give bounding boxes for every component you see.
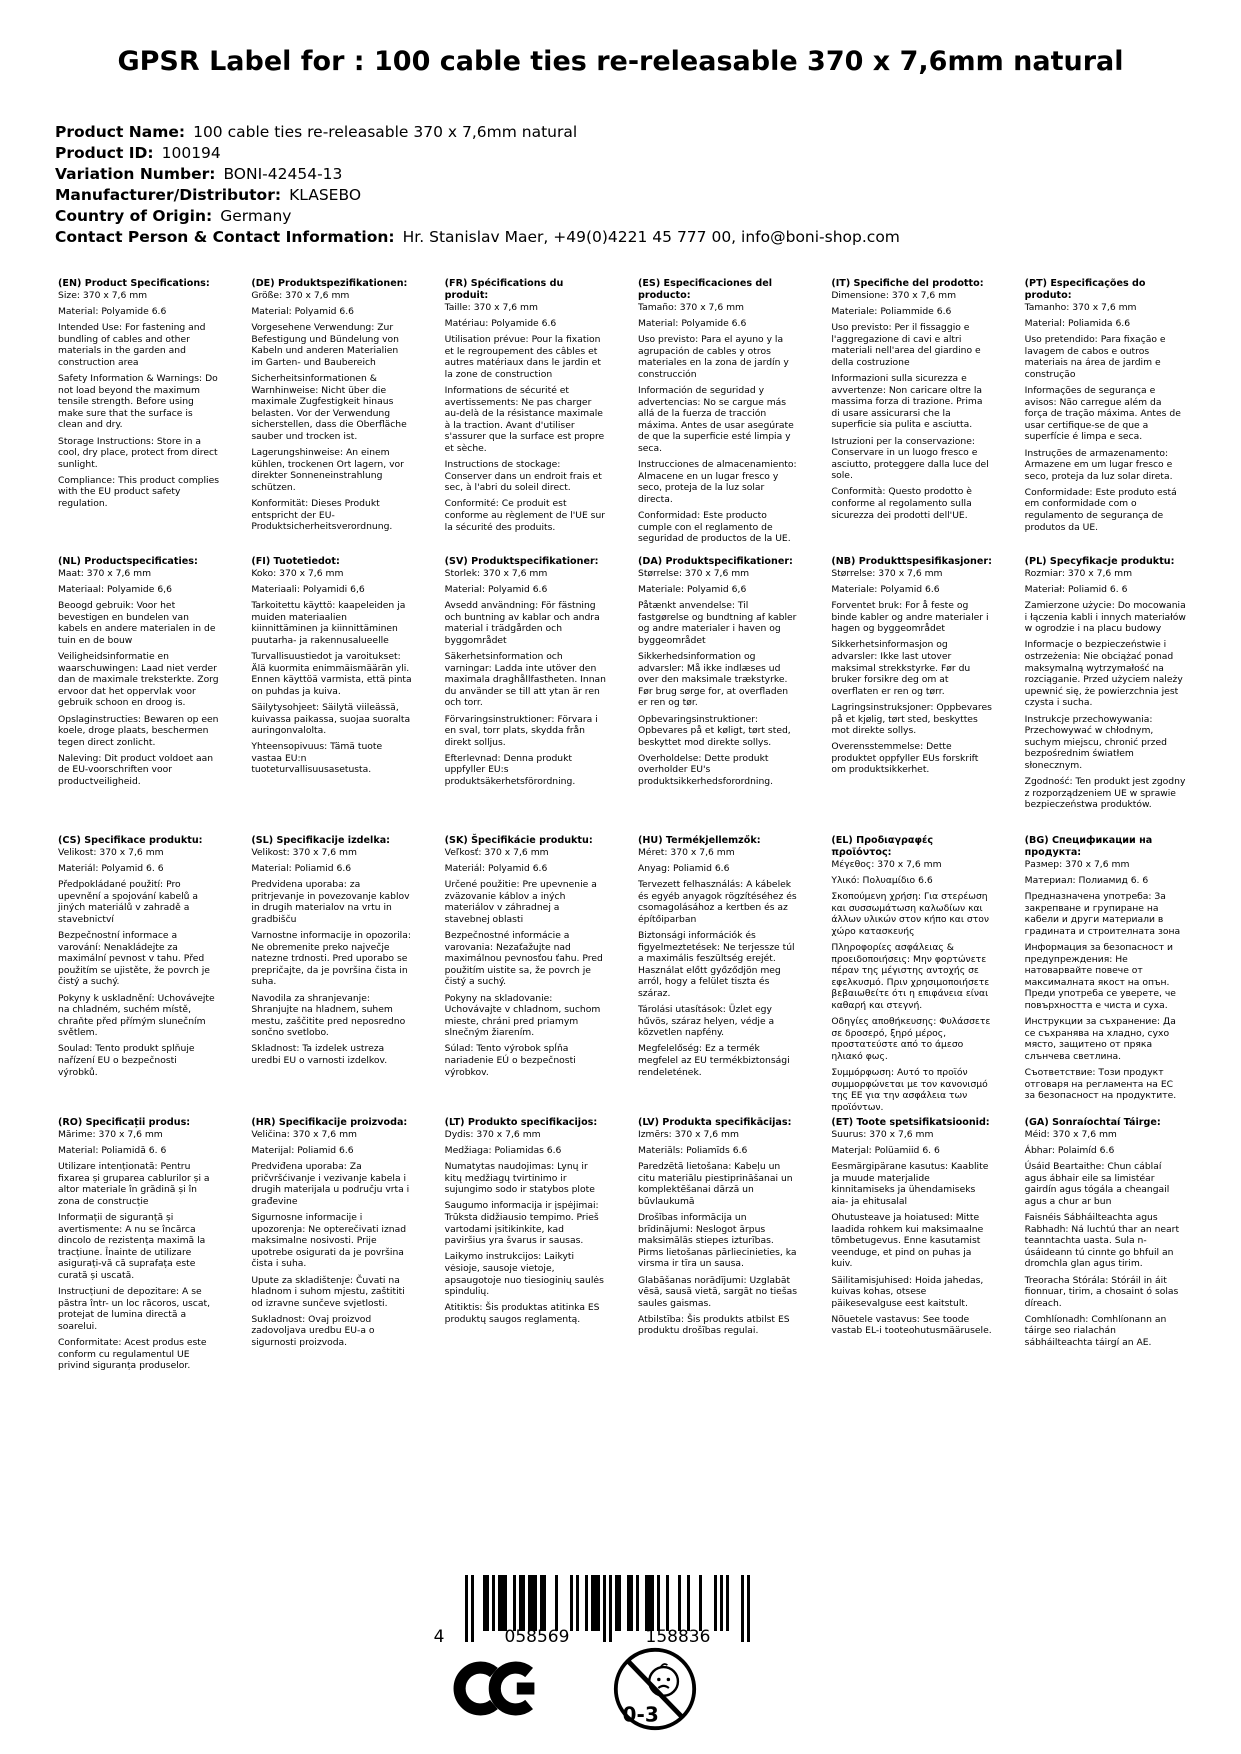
spec-paragraph: Velikost: 370 x 7,6 mm — [58, 847, 164, 858]
spec-block-it — [831, 278, 992, 526]
spec-paragraph: Material: Poliamidă 6. 6 — [58, 1145, 167, 1157]
spec-block-es — [638, 278, 799, 549]
spec-paragraph: Sicherheitsinformationen & Warnhinweise: Nicht über die maximale Zugfestigkeit hinaus belasten. Vor der Verwendung sicherstellen, dass die Oberfläche sauber und trocken ist. — [251, 373, 407, 443]
spec-paragraph: Matériau: Polyamide 6.6 — [444, 318, 557, 330]
spec-block-header: (EL) Προδιαγραφές προϊόντος: — [831, 835, 934, 858]
spec-block-header: (LT) Produkto specifikacijos: — [444, 1117, 598, 1128]
spec-paragraph: Material: Polyamid 6.6 — [251, 306, 354, 318]
spec-paragraph: Upute za skladištenje: Čuvati na hladnom i suhom mjestu, zaštititi od izravne sunčeve svjetlosti. — [251, 1274, 405, 1309]
spec-paragraph: Veličina: 370 x 7,6 mm — [251, 1129, 357, 1140]
spec-paragraph: Material: Poliamid 6.6 — [251, 863, 352, 875]
spec-paragraph: Varnostne informacije in opozorila: Ne obremenite preko največje natezne trdnosti. Pred uporabo se prepričajte, da je površina čista in suha. — [251, 930, 411, 988]
spec-block-fi — [251, 556, 412, 781]
spec-block-ro — [58, 1117, 219, 1376]
spec-paragraph: Съответствие: Този продукт отговаря на регламента на ЕС за безопасност на продуктите. — [1024, 1067, 1177, 1102]
spec-paragraph: Conformità: Questo prodotto è conforme al regolamento sulla sicurezza dei prodotti dell'UE. — [831, 486, 972, 521]
spec-paragraph: Forventet bruk: For å feste og binde kabler og andre materialer i hagen og byggeområdet — [831, 600, 989, 635]
spec-paragraph: Ohutusteave ja hoiatused: Mitte laadida rohkem kui maksimaalne tõmbetugevus. Enne kasutamist veenduge, et pind on puhas ja kuiv. — [831, 1212, 984, 1270]
spec-block-el — [831, 835, 992, 1118]
spec-paragraph: Navodila za shranjevanje: Shranjujte na hladnem, suhem mestu, zaščitite pred neposredno sončno svetlobo. — [251, 992, 406, 1039]
page-title: GPSR Label for : 100 cable ties re-releasable 370 x 7,6mm natural — [117, 46, 1124, 77]
product-info-value: BONI-42454-13 — [223, 165, 343, 183]
spec-paragraph: Tamanho: 370 x 7,6 mm — [1024, 302, 1137, 313]
age-warning-0-3-icon — [612, 1646, 698, 1736]
spec-paragraph: Izmērs: 370 x 7,6 mm — [637, 1129, 739, 1140]
spec-paragraph: Instrucciones de almacenamiento: Almacene en un lugar fresco y seco, proteja de la luz solar directa. — [637, 459, 797, 505]
spec-block-cs — [58, 835, 219, 1083]
spec-paragraph: Informações de segurança e avisos: Não carregue além da força de tração máxima. Antes de usar certifique-se de que a superfície é limpa e seca. — [1024, 385, 1181, 443]
spec-paragraph: Conformitate: Acest produs este conform cu regulamentul UE privind siguranța produselor. — [58, 1337, 207, 1372]
product-info-row — [55, 122, 1186, 143]
spec-paragraph: Påtænkt anvendelse: Til fastgørelse og bundtning af kabler og andre materialer i haven og byggeområdet — [637, 600, 797, 646]
spec-block-header: (GA) Sonraíochtaí Táirge: — [1024, 1117, 1161, 1128]
spec-paragraph: Συμμόρφωση: Αυτό το προϊόν συμμορφώνεται με τον κανονισμό της ΕΕ για την ασφάλεια των προϊόντων. — [831, 1067, 988, 1113]
product-info-row — [55, 185, 1186, 206]
spec-paragraph: Materiaali: Polyamidi 6,6 — [251, 584, 365, 596]
spec-paragraph: Opbevaringsinstruktioner: Opbevares på et køligt, tørt sted, beskyttet mod direkte sollys. — [637, 713, 791, 748]
spec-paragraph: Faisnéis Sábháilteachta agus Rabhadh: Ná luchtú thar an neart teanntachta uasta. Sula n-úsáideann tú cinnte go bhfuil an dromchla glan agus tirim. — [1024, 1212, 1180, 1270]
spec-paragraph: Utilisation prévue: Pour la fixation et le regroupement des câbles et autres matériaux dans le jardin et la zone de construction — [444, 334, 601, 380]
spec-paragraph: Paredzētā lietošana: Kabeļu un citu materiālu piestiprināšanai un komplektēšanai dārzā un būvlaukumā — [637, 1161, 793, 1207]
spec-paragraph: Förvaringsinstruktioner: Förvara i en sval, torr plats, skydda från direkt solljus. — [444, 713, 598, 748]
spec-block-header: (HR) Specifikacije proizvoda: — [251, 1117, 408, 1128]
spec-paragraph: Materiaal: Polyamide 6,6 — [58, 584, 172, 596]
spec-paragraph: Ábhar: Polaimíd 6.6 — [1024, 1145, 1115, 1157]
spec-block-header: (DA) Produktspecifikationer: — [637, 556, 793, 567]
spec-paragraph: Compliance: This product complies with the EU product safety regulation. — [58, 474, 220, 509]
spec-paragraph: Säkerhetsinformation och varningar: Ladda inte utöver den maximala draghållfastheten. Innan du använder se till att ytan är ren och torr. — [444, 651, 606, 709]
spec-paragraph: Súlad: Tento výrobok spĺňa nariadenie EÚ o bezpečnosti výrobkov. — [444, 1043, 576, 1078]
language-spec-grid — [58, 278, 1186, 1376]
spec-paragraph: Størrelse: 370 x 7,6 mm — [831, 568, 943, 579]
spec-block-sl — [251, 835, 412, 1071]
spec-paragraph: Размер: 370 x 7,6 mm — [1024, 859, 1130, 870]
spec-paragraph: Beoogd gebruik: Voor het bevestigen en bundelen van kabels en andere materialen in de tuin en de bouw — [58, 600, 216, 646]
spec-paragraph: Conformité: Ce produit est conforme au règlement de l'UE sur la sécurité des produits. — [444, 498, 606, 533]
product-info-label: Manufacturer/Distributor: — [55, 186, 282, 204]
spec-paragraph: Istruzioni per la conservazione: Conservare in un luogo fresco e asciutto, proteggere dalla luce del sole. — [831, 435, 989, 482]
age-warning-label: 0-3 — [622, 1702, 659, 1727]
spec-paragraph: Saugumo informacija ir įspėjimai: Trūksta didžiausio tempimo. Prieš vartodami įsitikinkite, kad paviršius yra švarus ir sausas. — [444, 1200, 599, 1247]
product-info-value: 100 cable ties re-releasable 370 x 7,6mm natural — [193, 123, 578, 141]
spec-paragraph: Dimensione: 370 x 7,6 mm — [831, 290, 957, 301]
spec-paragraph: Medžiaga: Poliamidas 6.6 — [444, 1145, 562, 1157]
spec-paragraph: Informacje o bezpieczeństwie i ostrzeżenia: Nie obciążać ponad maksymalną wytrzymałość na rozciąganie. Przed użyciem należy upewnić się, że powierzchnia jest czysta i sucha. — [1024, 639, 1183, 709]
spec-paragraph: Lagringsinstruksjoner: Oppbevares på et kjølig, tørt sted, beskyttes mot direkte sollys. — [831, 701, 992, 737]
spec-block-header: (FI) Tuotetiedot: — [251, 556, 340, 567]
product-info-value: KLASEBO — [289, 186, 362, 204]
spec-block-sk — [445, 835, 606, 1083]
spec-paragraph: Инструкции за съхранение: Да се съхранява на хладно, сухо място, защитено от пряка слънчева светлина. — [1024, 1016, 1176, 1062]
spec-block-header: (SV) Produktspecifikationer: — [444, 556, 599, 567]
spec-paragraph: Glabāšanas norādījumi: Uzglabāt vēsā, sausā vietā, sargāt no tiešas saules gaismas. — [637, 1274, 798, 1309]
barcode-right-digits: 158836 — [645, 1627, 711, 1645]
product-info-row — [55, 143, 1186, 164]
spec-paragraph: Numatytas naudojimas: Lynų ir kitų medžiagų tvirtinimo ir sujungimo sodo ir statybos plote — [444, 1161, 595, 1196]
spec-paragraph: Υλικό: Πολυαμίδιο 6.6 — [831, 875, 933, 887]
spec-paragraph: Overholdelse: Dette produkt overholder EU's produktsikkerhedsforordning. — [637, 752, 774, 787]
spec-paragraph: Laikymo instrukcijos: Laikyti vėsioje, sausoje vietoje, apsaugotoje nuo tiesioginių saulės spindulių. — [444, 1251, 604, 1298]
spec-paragraph: Σκοπούμενη χρήση: Για στερέωση και συσσωμάτωση καλωδίων και άλλων υλικών στον κήπο και στον χώρο κατασκευής — [831, 891, 989, 937]
product-info-label: Variation Number: — [55, 165, 216, 183]
spec-paragraph: Sigurnosne informacije i upozorenja: Ne opterečivati iznad maksimalne nosivosti. Prije upotrebe osigurati da je površina čista i suha. — [251, 1212, 407, 1270]
spec-paragraph: Størrelse: 370 x 7,6 mm — [637, 568, 750, 579]
spec-paragraph: Rozmiar: 370 x 7,6 mm — [1024, 568, 1133, 579]
product-info-row — [55, 206, 1186, 227]
spec-paragraph: Tárolási utasítások: Üzlet egy hűvös, száraz helyen, védje a közvetlen napfény. — [637, 1004, 775, 1039]
spec-block-en — [58, 278, 219, 514]
spec-paragraph: Säilitamisjuhised: Hoida jahedas, kuivas kohas, otsese päikesevalguse eest kaitstult. — [831, 1274, 984, 1309]
spec-paragraph: Πληροφορίες ασφάλειας & προειδοποιήσεις: Μην φορτώνετε πέραν της μέγιστης αντοχής σε εφελκυσμό. Πριν χρησιμοποιήσετε βεβαιωθείτε ότι η επιφάνεια είναι καθαρή και στεγνή. — [831, 942, 990, 1012]
spec-paragraph: Pokyny na skladovanie: Uchovávajte v chladnom, suchom mieste, chráni pred priamym slnečným žiarením. — [444, 992, 601, 1039]
spec-paragraph: Velikost: 370 x 7,6 mm — [251, 847, 357, 858]
spec-block-header: (SK) Špecifikácie produktu: — [444, 835, 593, 846]
spec-paragraph: Материал: Полиамид 6. 6 — [1024, 875, 1149, 887]
barcode — [423, 1575, 765, 1645]
spec-block-nb — [831, 556, 992, 781]
spec-paragraph: Utilizare intenționată: Pentru fixarea și gruparea cablurilor și a altor materiale în grădină și în zona de construcție — [58, 1161, 210, 1207]
spec-block-header: (ES) Especificaciones del producto: — [637, 278, 773, 301]
product-info-row — [55, 164, 1186, 185]
spec-block-header: (EN) Product Specifications: — [58, 278, 210, 289]
spec-block-et — [831, 1117, 992, 1342]
spec-paragraph: Soulad: Tento produkt splňuje nařízení EU o bezpečnosti výrobků. — [58, 1043, 195, 1078]
spec-paragraph: Material: Poliamida 6.6 — [1024, 318, 1131, 330]
spec-paragraph: Vorgesehene Verwendung: Zur Befestigung und Bündelung von Kabeln und anderen Materialien im Garten- und Baubereich — [251, 322, 400, 368]
spec-paragraph: Materiał: Poliamid 6. 6 — [1024, 584, 1128, 596]
spec-paragraph: Sikkerhetsinformasjon og advarsler: Ikke last utover maksimal strekkstyrke. Før du bruker forsikre deg om at overflaten er ren og tørr. — [831, 639, 971, 697]
spec-paragraph: Μέγεθος: 370 x 7,6 mm — [831, 859, 942, 870]
spec-block-header: (CS) Specifikace produktu: — [58, 835, 203, 846]
spec-paragraph: Predviđena uporaba: Za pričvršćivanje i vezivanje kabela i drugih materijala u području vrta i građevine — [251, 1161, 410, 1207]
spec-paragraph: Tarkoitettu käyttö: kaapeleiden ja muiden materiaalien kiinnittäminen ja kiinnittäminen puutarha- ja rakennusalueelle — [251, 600, 406, 646]
barcode-left-digits: 058569 — [504, 1627, 570, 1645]
spec-paragraph: Určené použitie: Pre upevnenie a zväzovanie káblov a iných materiálov v záhradnej a stavebnej oblasti — [444, 879, 597, 925]
spec-paragraph: Naleving: Dit product voldoet aan de EU-voorschriften voor productveiligheid. — [58, 752, 214, 787]
spec-paragraph: Materiale: Polyamid 6.6 — [831, 584, 940, 596]
spec-block-sv — [445, 556, 606, 792]
spec-block-hr — [251, 1117, 412, 1353]
spec-paragraph: Overensstemmelse: Dette produktet oppfyller EUs forskrift om produktsikkerhet. — [831, 741, 979, 776]
spec-paragraph: Avsedd användning: För fästning och buntning av kablar och andra material i trädgården och byggområdet — [444, 600, 600, 646]
spec-block-de — [251, 278, 412, 537]
spec-paragraph: Safety Information & Warnings: Do not load beyond the maximum tensile strength. Before using make sure that the surface is clean and dry. — [58, 373, 218, 431]
spec-paragraph: Méid: 370 x 7,6 mm — [1024, 1129, 1117, 1140]
spec-block-pl — [1025, 556, 1186, 815]
product-info — [55, 122, 1186, 248]
product-info-value: Hr. Stanislav Maer, +49(0)4221 45 777 00, info@boni-shop.com — [402, 228, 900, 246]
spec-paragraph: Storage Instructions: Store in a cool, dry place, protect from direct sunlight. — [58, 435, 218, 470]
spec-paragraph: Informations de sécurité et avertissements: Ne pas charger au-delà de la résistance maximale à la traction. Avant d'utiliser s'assurer que la surface est propre et sèche. — [444, 385, 605, 455]
spec-paragraph: Anyag: Poliamid 6.6 — [637, 863, 730, 875]
spec-block-da — [638, 556, 799, 792]
spec-paragraph: Treoracha Stórála: Stóráil in áit fionnuar, tirim, a chosaint ó solas díreach. — [1024, 1274, 1179, 1309]
product-info-label: Product ID: — [55, 144, 154, 162]
spec-paragraph: Koko: 370 x 7,6 mm — [251, 568, 344, 579]
spec-paragraph: Eesmärgipärane kasutus: Kaablite ja muude materjalide kinnitamiseks ja ühendamiseks aia- ja ehitusalal — [831, 1161, 989, 1207]
product-info-label: Country of Origin: — [55, 207, 213, 225]
spec-block-header: (FR) Spécifications du produit: — [444, 278, 564, 301]
spec-paragraph: Megfelelőség: Ez a termék megfelel az EU termékbiztonsági rendeletének. — [637, 1043, 790, 1078]
spec-paragraph: Předpokládané použití: Pro upevnění a spojování kabelů a jiných materiálů v zahradě a stavebnictví — [58, 879, 199, 925]
spec-block-hu — [638, 835, 799, 1083]
spec-paragraph: Tervezett felhasználás: A kábelek és egyéb anyagok rögzítéséhez és csomagolásához a kertben és az építőiparban — [637, 879, 797, 925]
spec-paragraph: Tamaño: 370 x 7,6 mm — [637, 302, 744, 313]
spec-paragraph: Materiál: Polyamid 6.6 — [444, 863, 548, 875]
spec-paragraph: Información de seguridad y advertencias: No se cargue más allá de la fuerza de tracción máxima. Antes de usar asegúrate de que la superficie esté limpia y seca. — [637, 385, 794, 455]
spec-paragraph: Bezpečnostní informace a varování: Nenakládejte za maximální pevnost v tahu. Před použitím se ujistěte, že povrch je čistý a suchý. — [58, 930, 210, 988]
spec-block-header: (BG) Спецификации на продукта: — [1024, 835, 1153, 858]
spec-block-header: (HU) Termékjellemzők: — [637, 835, 761, 846]
spec-paragraph: Instruções de armazenamento: Armazene em um lugar fresco e seco, proteja da luz solar direta. — [1024, 447, 1173, 482]
barcode-image — [423, 1575, 765, 1645]
spec-block-header: (ET) Toote spetsifikatsioonid: — [831, 1117, 990, 1128]
spec-paragraph: Uso previsto: Para el ayuno y la agrupación de cables y otros materiales en la zona de jardín y construcción — [637, 334, 789, 380]
spec-paragraph: Biztonsági információk és figyelmeztetések: Ne terjessze túl a maximális feszültség erejét. Használat előtt győződjön meg arról, hogy a felület tiszta és száraz. — [637, 930, 795, 1000]
spec-paragraph: Informazioni sulla sicurezza e avvertenze: Non caricare oltre la massima forza di trazione. Prima di usare assicurarsi che la superficie sia pulita e asciutta. — [831, 373, 983, 431]
spec-paragraph: Sukladnost: Ovaj proizvod zadovoljava uredbu EU-a o sigurnosti proizvoda. — [251, 1313, 375, 1348]
spec-paragraph: Atitiktis: Šis produktas atitinka ES produktų saugos reglamentą. — [444, 1302, 600, 1325]
spec-paragraph: Materjal: Polüamiid 6. 6 — [831, 1145, 940, 1157]
spec-paragraph: Οδηγίες αποθήκευσης: Φυλάσσετε σε δροσερό, ξηρό μέρος, προστατεύστε από το άμεσο ηλιακό φως. — [831, 1016, 991, 1062]
spec-paragraph: Zgodność: Ten produkt jest zgodny z rozporządzeniem UE w sprawie bezpieczeństwa produktów. — [1024, 776, 1186, 811]
spec-paragraph: Material: Polyamide 6.6 — [58, 306, 167, 318]
spec-paragraph: Comhlíonadh: Comhlíonann an táirge seo rialachán sábháilteachta táirgí an AE. — [1024, 1313, 1167, 1348]
spec-paragraph: Dydis: 370 x 7,6 mm — [444, 1129, 541, 1140]
spec-paragraph: Taille: 370 x 7,6 mm — [444, 302, 538, 313]
spec-paragraph: Materiál: Polyamid 6. 6 — [58, 863, 164, 875]
spec-block-header: (PT) Especificações do produto: — [1024, 278, 1146, 301]
spec-block-header: (NB) Produkttspesifikasjoner: — [831, 556, 992, 567]
spec-paragraph: Informații de siguranță și avertismente: A nu se încărca dincolo de rezistența maximă la tracțiune. Înainte de utilizare asigurați-vă că suprafața este curată și uscată. — [58, 1212, 206, 1282]
spec-block-nl — [58, 556, 219, 792]
spec-paragraph: Material: Polyamide 6.6 — [637, 318, 747, 330]
spec-block-header: (PL) Specyfikacje produktu: — [1024, 556, 1175, 567]
spec-paragraph: Materijal: Poliamid 6.6 — [251, 1145, 354, 1157]
spec-paragraph: Materiale: Polyamid 6,6 — [637, 584, 747, 596]
spec-block-bg — [1025, 835, 1186, 1106]
spec-paragraph: Materiāls: Poliamīds 6.6 — [637, 1145, 748, 1157]
spec-paragraph: Информация за безопасност и предупреждения: Не натоварвайте повече от максималната якост на опън. Преди употреба се уверете, че повърхността е чиста и суха. — [1024, 942, 1176, 1012]
spec-paragraph: Mărime: 370 x 7,6 mm — [58, 1129, 163, 1140]
spec-paragraph: Conformidade: Este produto está em conformidade com o regulamento de segurança de produtos da UE. — [1024, 486, 1177, 533]
spec-block-header: (DE) Produktspezifikationen: — [251, 278, 408, 289]
spec-block-header: (LV) Produkta specifikācijas: — [637, 1117, 792, 1128]
product-info-label: Contact Person & Contact Information: — [55, 228, 395, 246]
spec-paragraph: Uso previsto: Per il fissaggio e l'aggregazione di cavi e altri materiali nell'area del giardino e della costruzione — [831, 322, 981, 368]
spec-paragraph: Conformidad: Este producto cumple con el reglamento de seguridad de productos de la UE. — [637, 510, 791, 545]
spec-paragraph: Konformität: Dieses Produkt entspricht der EU-Produktsicherheitsverordnung. — [251, 498, 393, 533]
spec-paragraph: Drošības informācija un brīdinājumi: Neslogot ārpus maksimālās stiepes izturības. Pirms lietošanas pārliecinieties, ka virsma ir tīra un sausa. — [637, 1212, 797, 1270]
spec-block-ga — [1025, 1117, 1186, 1353]
spec-paragraph: Säilytysohjeet: Säilytä viileässä, kuivassa paikassa, suojaa suoralta auringonvalolta. — [251, 701, 411, 737]
spec-paragraph: Materiale: Poliammide 6.6 — [831, 306, 952, 318]
spec-block-lv — [638, 1117, 799, 1342]
spec-paragraph: Efterlevnad: Denna produkt uppfyller EU:s produktsäkerhetsförordning. — [444, 752, 576, 787]
spec-paragraph: Instructions de stockage: Conserver dans un endroit frais et sec, à l'abri du soleil direct. — [444, 459, 602, 494]
spec-paragraph: Nõuetele vastavus: See toode vastab EL-i tooteohutusmäärusele. — [831, 1313, 992, 1337]
spec-block-header: (NL) Productspecificaties: — [58, 556, 198, 567]
spec-block-header: (SL) Specifikacije izdelka: — [251, 835, 391, 846]
spec-paragraph: Yhteensopivuus: Tämä tuote vastaa EU:n tuoteturvallisuusasetusta. — [251, 741, 383, 776]
product-info-value: Germany — [220, 207, 292, 225]
spec-paragraph: Предназначена употреба: За закрепване и групиране на кабели и други материали в градината и строителната зона — [1024, 891, 1181, 937]
spec-block-pt — [1025, 278, 1186, 538]
spec-paragraph: Veľkosť: 370 x 7,6 mm — [444, 847, 549, 858]
spec-block-header: (RO) Specificații produs: — [58, 1117, 191, 1128]
spec-block-header: (IT) Specifiche del prodotto: — [831, 278, 984, 289]
spec-paragraph: Atbilstība: Šis produkts atbilst ES produktu drošības regulai. — [637, 1313, 790, 1337]
spec-paragraph: Material: Polyamid 6.6 — [444, 584, 548, 596]
spec-paragraph: Bezpečnostné informácie a varovania: Nezaťažujte nad maximálnou pevnosťou ťahu. Pred použitím uistite sa, že povrch je čistý a suchý. — [444, 930, 603, 988]
spec-paragraph: Veiligheidsinformatie en waarschuwingen: Laad niet verder dan de maximale treksterkte. Zorg ervoor dat het oppervlak voor gebruik schoon en droog is. — [58, 651, 219, 709]
spec-paragraph: Turvallisuustiedot ja varoitukset: Älä kuormita enimmäismäärän yli. Ennen käyttöä varmista, että pinta on puhdas ja kuiva. — [251, 651, 412, 697]
product-info-value: 100194 — [161, 144, 221, 162]
product-info-label: Product Name: — [55, 123, 186, 141]
spec-block-fr — [445, 278, 606, 538]
spec-paragraph: Intended Use: For fastening and bundling of cables and other materials in the garden and construction area — [58, 322, 206, 368]
spec-paragraph: Suurus: 370 x 7,6 mm — [831, 1129, 934, 1140]
barcode-prefix-digit: 4 — [433, 1627, 445, 1645]
spec-paragraph: Uso pretendido: Para fixação e lavagem de cabos e outros materiais na área de jardim e construção — [1024, 334, 1166, 380]
spec-paragraph: Maat: 370 x 7,6 mm — [58, 568, 152, 579]
spec-paragraph: Skladnost: Ta izdelek ustreza uredbi EU o varnosti izdelkov. — [251, 1043, 388, 1066]
spec-block-lt — [445, 1117, 606, 1330]
spec-paragraph: Größe: 370 x 7,6 mm — [251, 290, 350, 301]
spec-paragraph: Instrukcje przechowywania: Przechowywać w chłodnym, suchym miejscu, chronić przed bezpośrednim światłem słonecznym. — [1024, 713, 1167, 771]
spec-paragraph: Opslaginstructies: Bewaren op een koele, droge plaats, beschermen tegen direct zonlicht. — [58, 713, 219, 748]
spec-paragraph: Instrucțiuni de depozitare: A se păstra într- un loc răcoros, uscat, protejat de lumina directă a soarelui. — [58, 1286, 211, 1332]
product-info-row — [55, 227, 1186, 248]
spec-paragraph: Pokyny k uskladnění: Uchovávejte na chladném, suchém místě, chraňte před přímým slunečním světlem. — [58, 992, 215, 1039]
spec-paragraph: Size: 370 x 7,6 mm — [58, 290, 148, 301]
spec-paragraph: Storlek: 370 x 7,6 mm — [444, 568, 548, 579]
spec-paragraph: Sikkerhedsinformation og advarsler: Må ikke indlæses ud over den maksimale trækstyrke. Før brug sørge for, at overfladen er ren og tør. — [637, 651, 789, 709]
spec-paragraph: Méret: 370 x 7,6 mm — [637, 847, 735, 858]
ce-mark-icon — [453, 1661, 541, 1720]
spec-paragraph: Lagerungshinweise: An einem kühlen, trockenen Ort lagern, vor direkter Sonneneinstrahlung schützen. — [251, 447, 404, 493]
spec-paragraph: Predvidena uporaba: za pritrjevanje in povezovanje kablov in drugih materialov na vrtu in gradbišču — [251, 879, 410, 925]
spec-paragraph: Zamierzone użycie: Do mocowania i łączenia kabli i innych materiałów w ogrodzie i na placu budowy — [1024, 600, 1186, 635]
spec-paragraph: Úsáid Beartaithe: Chun cáblaí agus ábhair eile sa limistéar gairdín agus tógála a cheangail agus a chur ar bun — [1024, 1161, 1170, 1207]
